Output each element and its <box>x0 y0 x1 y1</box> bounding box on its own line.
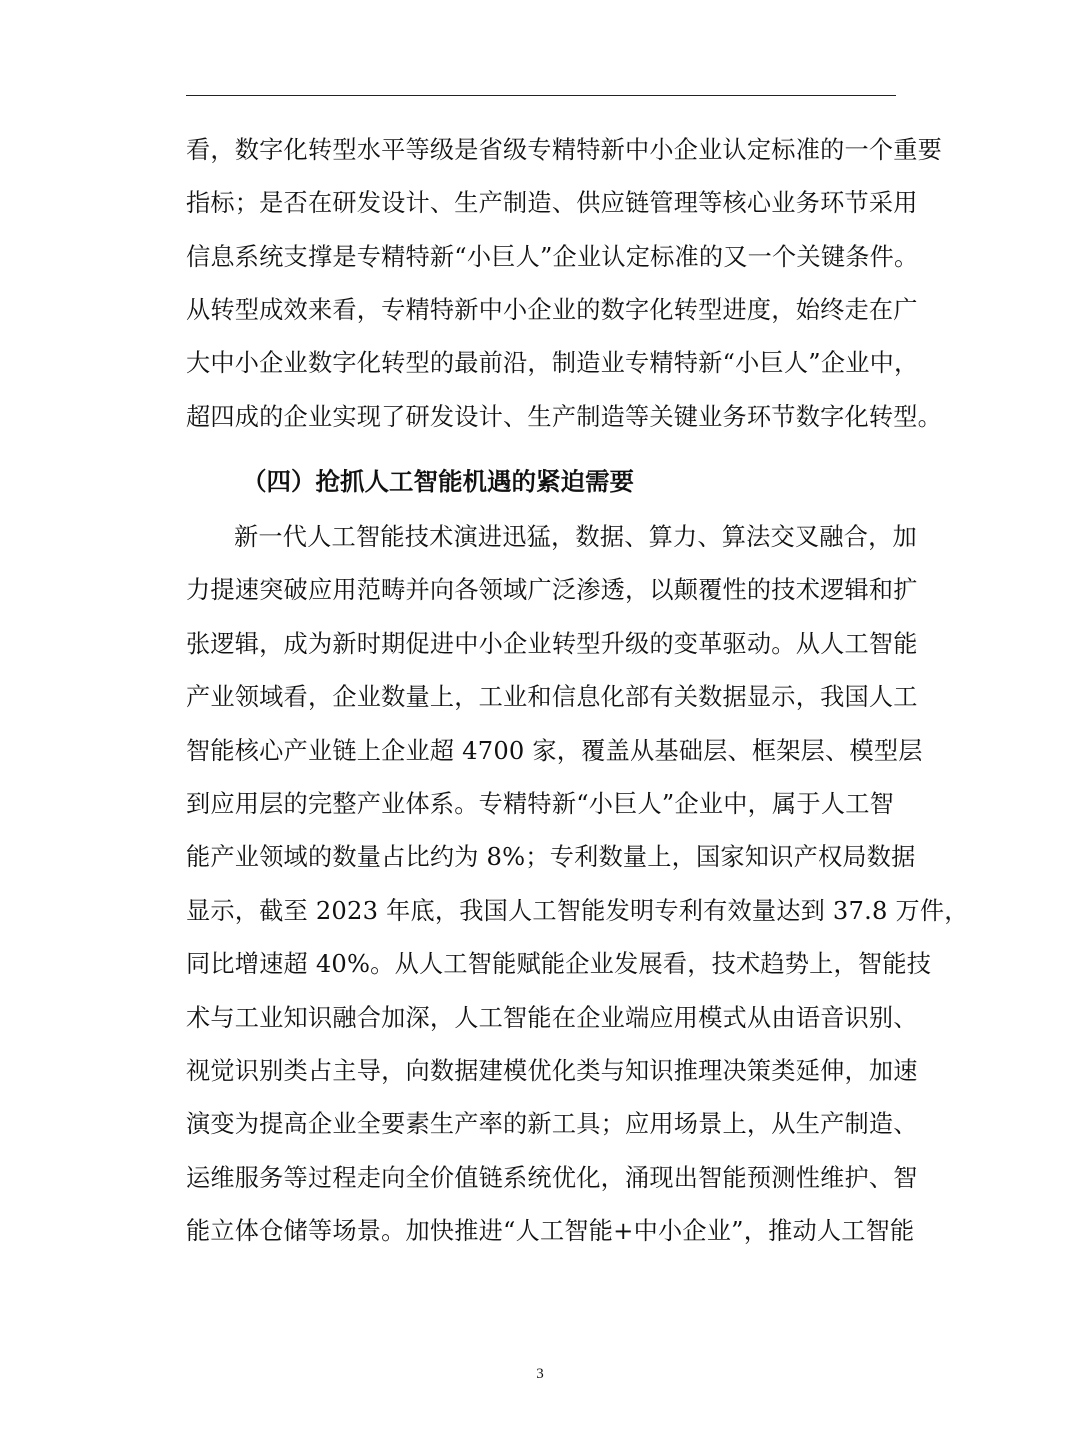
text-line: 运维服务等过程走向全价值链系统优化，涌现出智能预测性维护、智 <box>186 1164 918 1192</box>
text-line: 术与工业知识融合加深，人工智能在企业端应用模式从由语音识别、 <box>186 1004 918 1032</box>
text-line: 到应用层的完整产业体系。专精特新“小巨人”企业中，属于人工智 <box>186 790 894 818</box>
text-line: 能立体仓储等场景。加快推进“人工智能+中小企业”，推动人工智能 <box>186 1217 915 1245</box>
text-line: 力提速突破应用范畴并向各领域广泛渗透，以颠覆性的技术逻辑和扩 <box>186 576 918 604</box>
text-line: 显示，截至 2023 年底，我国人工智能发明专利有效量达到 37.8 万件， <box>186 897 969 925</box>
text-line: 从转型成效来看，专精特新中小企业的数字化转型进度，始终走在广 <box>186 296 918 324</box>
text-line: 视觉识别类占主导，向数据建模优化类与知识推理决策类延伸，加速 <box>186 1057 918 1085</box>
text-line: 新一代人工智能技术演进迅猛，数据、算力、算法交叉融合，加 <box>234 523 917 551</box>
text-line: 同比增速超 40%。从人工智能赋能企业发展看，技术趋势上，智能技 <box>186 950 932 978</box>
text-line: 大中小企业数字化转型的最前沿，制造业专精特新“小巨人”企业中， <box>186 349 919 377</box>
text-line: 演变为提高企业全要素生产率的新工具；应用场景上，从生产制造、 <box>186 1110 918 1138</box>
section-heading: （四）抢抓人工智能机遇的紧迫需要 <box>242 467 634 496</box>
header-rule <box>186 95 896 96</box>
text-line: 超四成的企业实现了研发设计、生产制造等关键业务环节数字化转型。 <box>186 403 943 431</box>
text-line: 智能核心产业链上企业超 4700 家，覆盖从基础层、框架层、模型层 <box>186 737 923 765</box>
text-line: 能产业领域的数量占比约为 8%；专利数量上，国家知识产权局数据 <box>186 843 916 871</box>
text-line: 指标；是否在研发设计、生产制造、供应链管理等核心业务环节采用 <box>186 189 918 217</box>
text-line: 信息系统支撑是专精特新“小巨人”企业认定标准的又一个关键条件。 <box>186 243 919 271</box>
text-line: 产业领域看，企业数量上，工业和信息化部有关数据显示，我国人工 <box>186 683 918 711</box>
text-line: 看，数字化转型水平等级是省级专精特新中小企业认定标准的一个重要 <box>186 136 943 164</box>
page-number: 3 <box>536 1366 544 1382</box>
text-line: 张逻辑，成为新时期促进中小企业转型升级的变革驱动。从人工智能 <box>186 630 918 658</box>
